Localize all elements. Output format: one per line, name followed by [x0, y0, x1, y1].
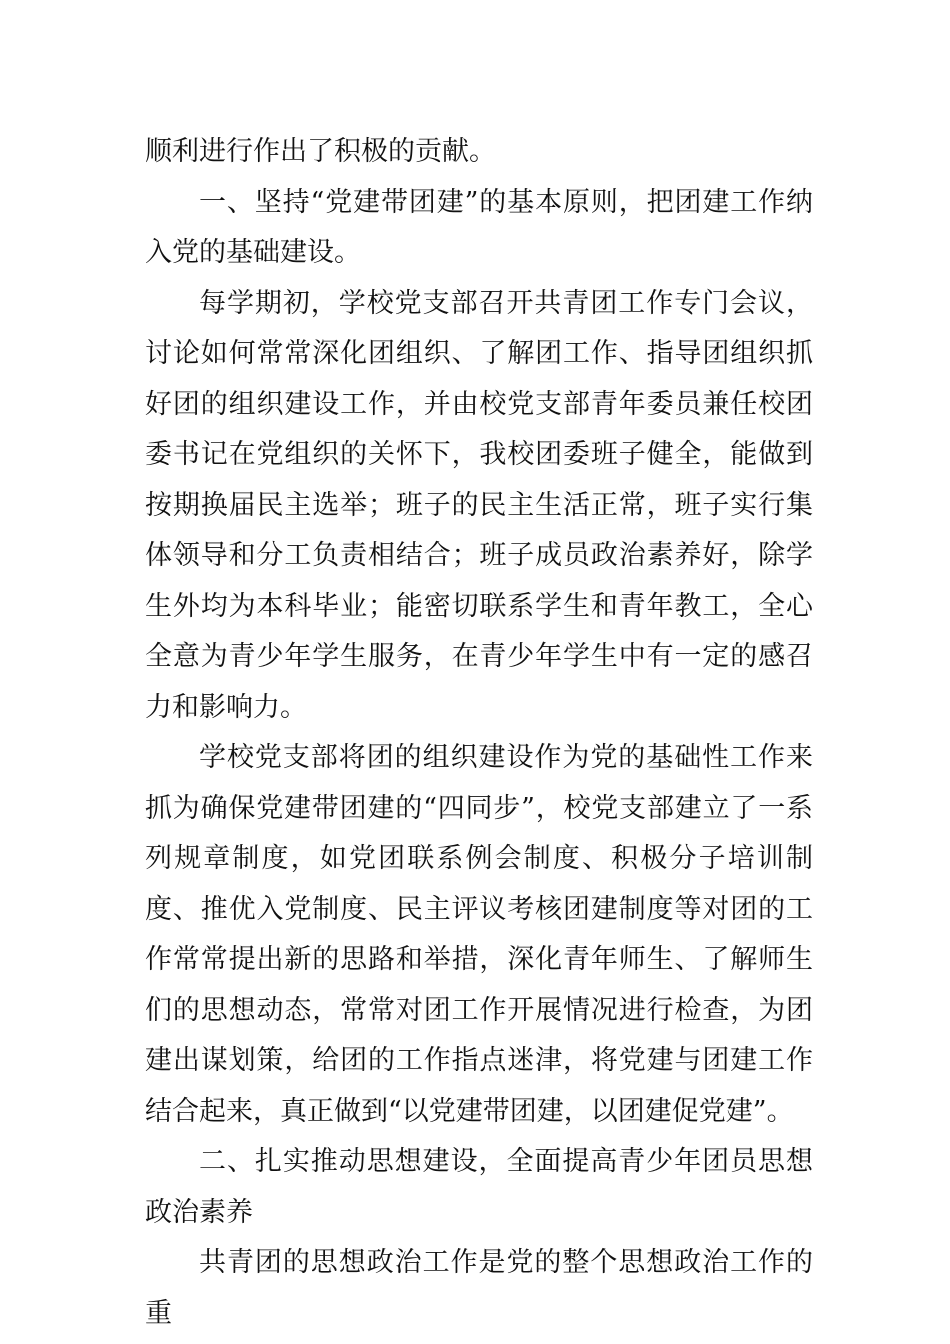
paragraph-body: 共青团的思想政治工作是党的整个思想政治工作的重: [145, 1247, 813, 1329]
paragraph-body: 每学期初，学校党支部召开共青团工作专门会议，讨论如何常常深化团组织、了解团工作、指导团组织抓好团的组织建设工作，并由校党支部青年委员兼任校团委书记在党组织的关怀下，我校团委班子健全，能做到按期换届民主选举；班子的民主生活正常，班子实行集体领导和分工负责相结合；班子成员政治素养好，除学生外均为本科毕业；能密切联系学生和青年教工，全心全意为青少年学生服务，在青少年学生中有一定的感召力和影响力。: [145, 287, 813, 723]
section-heading-two: 二、扎实推动思想建设，全面提高青少年团员思想政治素养: [145, 1146, 813, 1228]
paragraph-body: 学校党支部将团的组织建设作为党的基础性工作来抓为确保党建带团建的“四同步”，校党支部建立了一系列规章制度，如党团联系例会制度、积极分子培训制度、推优入党制度、民主评议考核团建制度等对团的工作常常提出新的思路和举措，深化青年师生、了解师生们的思想动态，常常对团工作开展情况进行检查，为团建出谋划策，给团的工作指点迷津，将党建与团建工作结合起来，真正做到“以党建带团建，以团建促党建”。: [145, 742, 813, 1127]
document-body: [145, 127, 813, 1339]
paragraph-continuation: 顺利进行作出了积极的贡献。: [145, 136, 496, 167]
section-heading-one: 一、坚持“党建带团建”的基本原则，把团建工作纳入党的基础建设。: [145, 186, 813, 268]
